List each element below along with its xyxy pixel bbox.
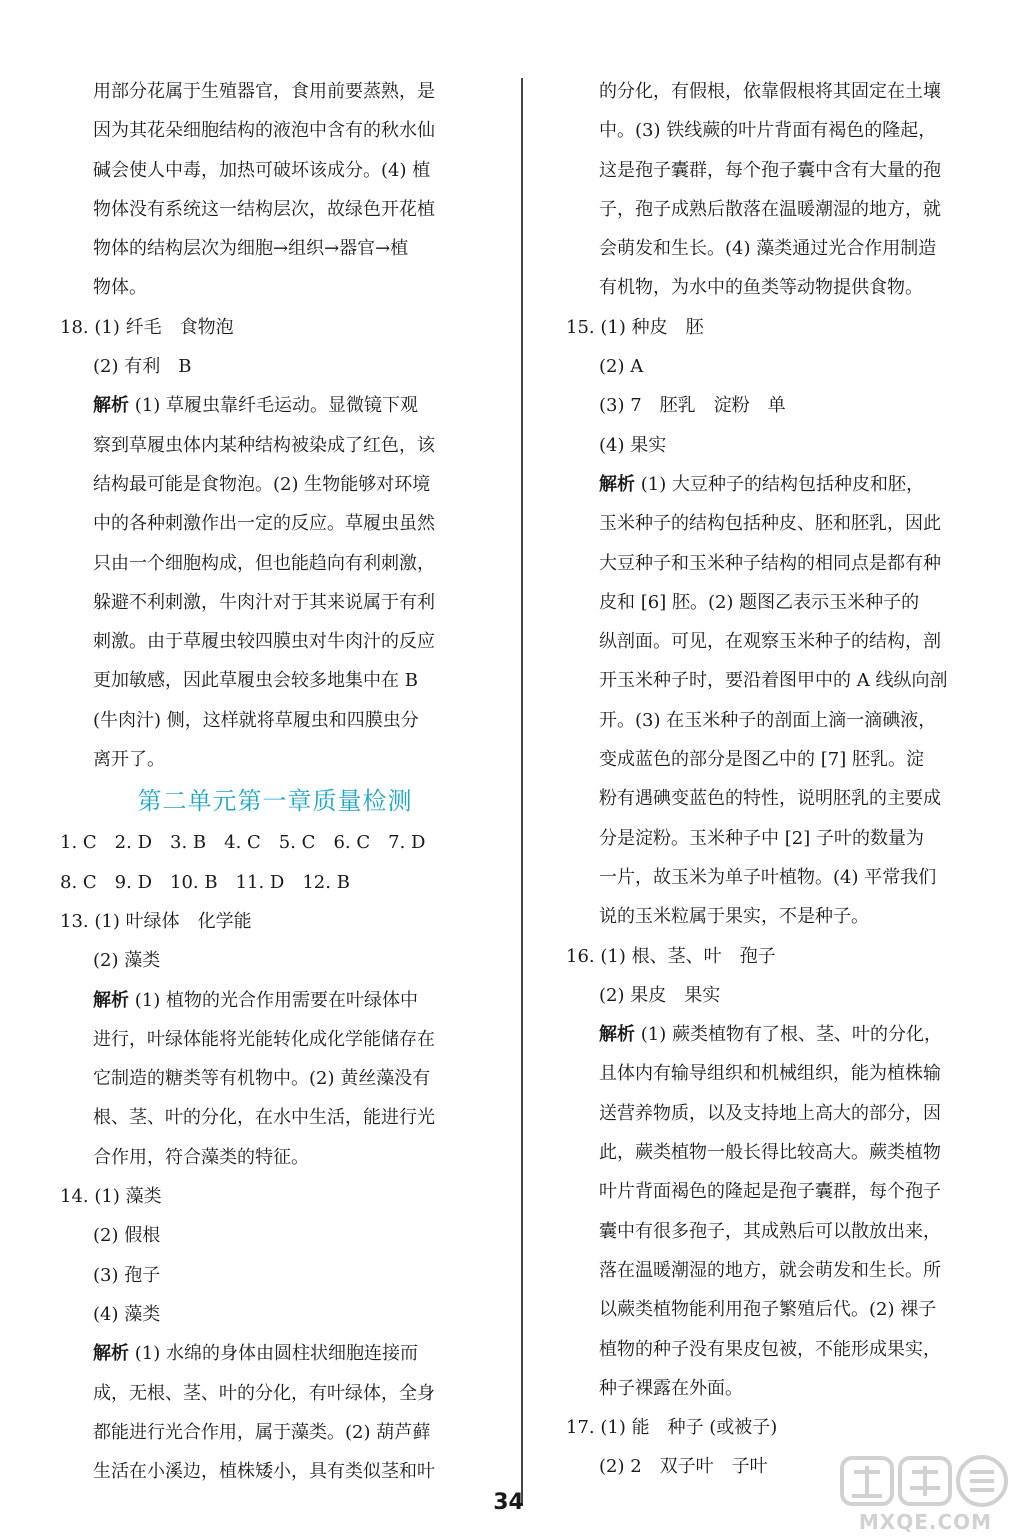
text-line (566, 1212, 994, 1251)
text-line (60, 941, 490, 980)
page-number: 34 (493, 1490, 524, 1515)
watermark-url: MXQE.COM (858, 1510, 993, 1534)
text-line (566, 386, 994, 425)
line-text: 察到草履虫体内某种结构被染成了红色，该 (93, 434, 435, 456)
line-text: 1. C 2. D 3. B 4. C 5. C 6. C 7. D (60, 832, 426, 854)
line-text: 13. (1) 叶绿体 化学能 (60, 910, 252, 932)
line-text: 粉有遇碘变蓝色的特性，说明胚乳的主要成 (599, 788, 941, 810)
text-line (60, 1256, 490, 1295)
text-line (60, 1295, 490, 1334)
watermark-logo-icon (838, 1452, 1013, 1512)
line-text: (1) 蕨类植物有了根、茎、叶的分化， (635, 1024, 942, 1046)
text-line (60, 701, 490, 740)
text-line (566, 583, 994, 622)
line-text: 此，蕨类植物一般长得比较高大。蕨类植物 (599, 1142, 941, 1164)
text-line (60, 1177, 490, 1216)
text-line (60, 229, 490, 268)
text-line (60, 1059, 490, 1098)
line-text: 刺激。由于草履虫较四膜虫对牛肉汁的反应 (93, 631, 435, 653)
line-text: (4) 果实 (599, 434, 667, 456)
left-answers-top (60, 72, 490, 779)
text-line (60, 1413, 490, 1452)
line-text: 的分化，有假根，依靠假根将其固定在土壤 (599, 81, 941, 102)
line-text: 分是淀粉。玉米种子中 [2] 子叶的数量为 (599, 827, 924, 849)
text-line (60, 863, 490, 902)
line-text: (3) 孢子 (93, 1264, 161, 1286)
line-text: 叶片背面褐色的隆起是孢子囊群，每个孢子 (599, 1181, 941, 1203)
line-text: (牛肉汁) 侧，这样就将草履虫和四膜虫分 (93, 709, 419, 731)
text-line (60, 1374, 490, 1413)
line-text: 植物的种子没有果皮包被，不能形成果实， (599, 1338, 941, 1360)
text-line (566, 897, 994, 936)
line-text: 会萌发和生长。(4) 藻类通过光合作用制造 (599, 238, 937, 260)
text-line (566, 1251, 994, 1290)
right-answers (566, 72, 994, 1487)
analysis-line (566, 465, 994, 504)
line-text: 物体没有系统这一结构层次，故绿色开花植 (93, 198, 435, 220)
text-line (566, 1133, 994, 1172)
line-text: 大豆种子和玉米种子结构的相同点是都有种 (599, 552, 941, 574)
text-line (60, 1452, 490, 1491)
line-text: 玉米种子的结构包括种皮、胚和胚乳，因此 (599, 513, 941, 535)
line-text: 成，无根、茎、叶的分化，有叶绿体，全身 (93, 1382, 435, 1404)
line-text: 16. (1) 根、茎、叶 孢子 (566, 945, 776, 967)
text-line (60, 1098, 490, 1137)
text-line (60, 583, 490, 622)
text-line (60, 544, 490, 583)
line-text: (1) 草履虫靠纤毛运动。显微镜下观 (129, 395, 418, 417)
right-column (566, 72, 994, 1487)
line-text: 有机物，为水中的鱼类等动物提供食物。 (599, 277, 923, 299)
line-text: 中。(3) 铁线蕨的叶片背面有褐色的隆起， (599, 120, 937, 142)
text-line (566, 151, 994, 190)
text-line (566, 347, 994, 386)
left-answers-bottom (60, 823, 490, 1491)
line-text: (2) 果皮 果实 (599, 984, 721, 1006)
line-text: 且体内有输导组织和机械组织，能为植株输 (599, 1063, 941, 1085)
line-text: 开。(3) 在玉米种子的剖面上滴一滴碘液， (599, 709, 937, 731)
text-line (566, 190, 994, 229)
analysis-keyword: 解析 (599, 1024, 635, 1046)
text-line (566, 268, 994, 307)
analysis-keyword: 解析 (599, 473, 635, 495)
line-text: (2) 2 双子叶 子叶 (599, 1456, 768, 1478)
line-text: 纵剖面。可见，在观察玉米种子的结构，剖 (599, 631, 941, 653)
text-line (60, 347, 490, 386)
line-text: 18. (1) 纤毛 食物泡 (60, 316, 234, 338)
text-line (60, 661, 490, 700)
text-line (60, 740, 490, 779)
text-line (60, 823, 490, 862)
line-text: 14. (1) 藻类 (60, 1186, 162, 1208)
line-text: 因为其花朵细胞结构的液泡中含有的秋水仙 (93, 120, 435, 142)
line-text: 皮和 [6] 胚。(2) 题图乙表示玉米种子的 (599, 591, 920, 613)
text-line (60, 426, 490, 465)
text-line (566, 426, 994, 465)
line-text: 种子裸露在外面。 (599, 1377, 743, 1399)
line-text: 一片，故玉米为单子叶植物。(4) 平常我们 (599, 866, 937, 888)
analysis-line (60, 386, 490, 425)
text-line (566, 1369, 994, 1408)
line-text: 更加敏感，因此草履虫会较多地集中在 B (93, 670, 418, 692)
text-line (566, 1330, 994, 1369)
text-line (566, 544, 994, 583)
text-line (566, 622, 994, 661)
text-line (566, 819, 994, 858)
line-text: (2) 有利 B (93, 356, 192, 378)
line-text: 开玉米种子时，要沿着图甲中的 A 线纵向剖 (599, 670, 948, 692)
text-line (566, 740, 994, 779)
line-text: 送营养物质，以及支持地上高大的部分，因 (599, 1102, 941, 1124)
text-line (566, 976, 994, 1015)
line-text: 生活在小溪边，植株矮小，具有类似茎和叶 (93, 1461, 435, 1483)
text-line (60, 111, 490, 150)
analysis-line (60, 1334, 490, 1373)
analysis-line (60, 981, 490, 1020)
line-text: 以蕨类植物能利用孢子繁殖后代。(2) 裸子 (599, 1299, 937, 1321)
line-text: 合作用，符合藻类的特征。 (93, 1146, 309, 1168)
line-text: 碱会使人中毒，加热可破坏该成分。(4) 植 (93, 159, 431, 181)
text-line (566, 701, 994, 740)
line-text: 它制造的糖类等有机物中。(2) 黄丝藻没有 (93, 1068, 431, 1090)
text-line (566, 1054, 994, 1093)
analysis-keyword: 解析 (93, 395, 129, 417)
analysis-keyword: 解析 (93, 989, 129, 1011)
line-text: 只由一个细胞构成，但也能趋向有利刺激， (93, 552, 435, 574)
line-text: 结构最可能是食物泡。(2) 生物能够对环境 (93, 473, 431, 495)
line-text: 15. (1) 种皮 胚 (566, 316, 704, 338)
text-line (60, 190, 490, 229)
watermark-logo (838, 1452, 1013, 1534)
line-text: (3) 7 胚乳 淀粉 单 (599, 395, 786, 417)
text-line (60, 1138, 490, 1177)
line-text: 变成蓝色的部分是图乙中的 [7] 胚乳。淀 (599, 749, 924, 771)
text-line (566, 72, 994, 111)
text-line (566, 1094, 994, 1133)
line-text: 17. (1) 能 种子 (或被子) (566, 1417, 778, 1439)
line-text: 物体的结构层次为细胞→组织→器官→植 (93, 238, 409, 260)
line-text: 说的玉米粒属于果实，不是种子。 (599, 906, 869, 928)
line-text: 8. C 9. D 10. B 11. D 12. B (60, 871, 350, 893)
text-line (566, 229, 994, 268)
text-line (60, 308, 490, 347)
section-title: 第二单元第一章质量检测 (137, 787, 413, 816)
text-line (60, 465, 490, 504)
line-text: 囊中有很多孢子，其成熟后可以散放出来， (599, 1220, 941, 1242)
text-line (566, 111, 994, 150)
column-divider (521, 78, 523, 1506)
line-text: (1) 大豆种子的结构包括种皮和胚， (635, 473, 924, 495)
text-line (566, 504, 994, 543)
line-text: (1) 植物的光合作用需要在叶绿体中 (129, 989, 418, 1011)
line-text: (1) 水绵的身体由圆柱状细胞连接而 (129, 1343, 418, 1365)
analysis-line (566, 1015, 994, 1054)
line-text: 躲避不利刺激，牛肉汁对于其来说属于有利 (93, 591, 435, 613)
text-line (566, 858, 994, 897)
text-line (60, 72, 490, 111)
line-text: 根、茎、叶的分化，在水中生活，能进行光 (93, 1107, 435, 1129)
text-line (60, 268, 490, 307)
line-text: 中的各种刺激作出一定的反应。草履虫虽然 (93, 513, 435, 535)
text-line (60, 151, 490, 190)
text-line (566, 1408, 994, 1447)
text-line (60, 1216, 490, 1255)
text-line (566, 1290, 994, 1329)
line-text: 子，孢子成熟后散落在温暖潮湿的地方，就 (599, 198, 941, 220)
text-line (60, 622, 490, 661)
line-text: (2) 假根 (93, 1225, 161, 1247)
line-text: (2) 藻类 (93, 950, 161, 972)
line-text: (2) A (599, 356, 644, 378)
line-text: 离开了。 (93, 749, 165, 771)
text-line (566, 779, 994, 818)
line-text: (4) 藻类 (93, 1303, 161, 1325)
text-line (60, 1020, 490, 1059)
line-text: 物体。 (93, 277, 147, 299)
line-text: 都能进行光合作用，属于藻类。(2) 葫芦藓 (93, 1421, 431, 1443)
text-line (566, 937, 994, 976)
text-line (566, 1172, 994, 1211)
text-line (60, 504, 490, 543)
text-line (566, 661, 994, 700)
line-text: 进行，叶绿体能将光能转化成化学能储存在 (93, 1028, 435, 1050)
left-column (60, 72, 490, 1491)
text-line (566, 308, 994, 347)
analysis-keyword: 解析 (93, 1343, 129, 1365)
line-text: 用部分花属于生殖器官，食用前要蒸熟，是 (93, 81, 435, 102)
line-text: 落在温暖潮湿的地方，就会萌发和生长。所 (599, 1259, 941, 1281)
line-text: 这是孢子囊群，每个孢子囊中含有大量的孢 (599, 159, 941, 181)
text-line (60, 902, 490, 941)
